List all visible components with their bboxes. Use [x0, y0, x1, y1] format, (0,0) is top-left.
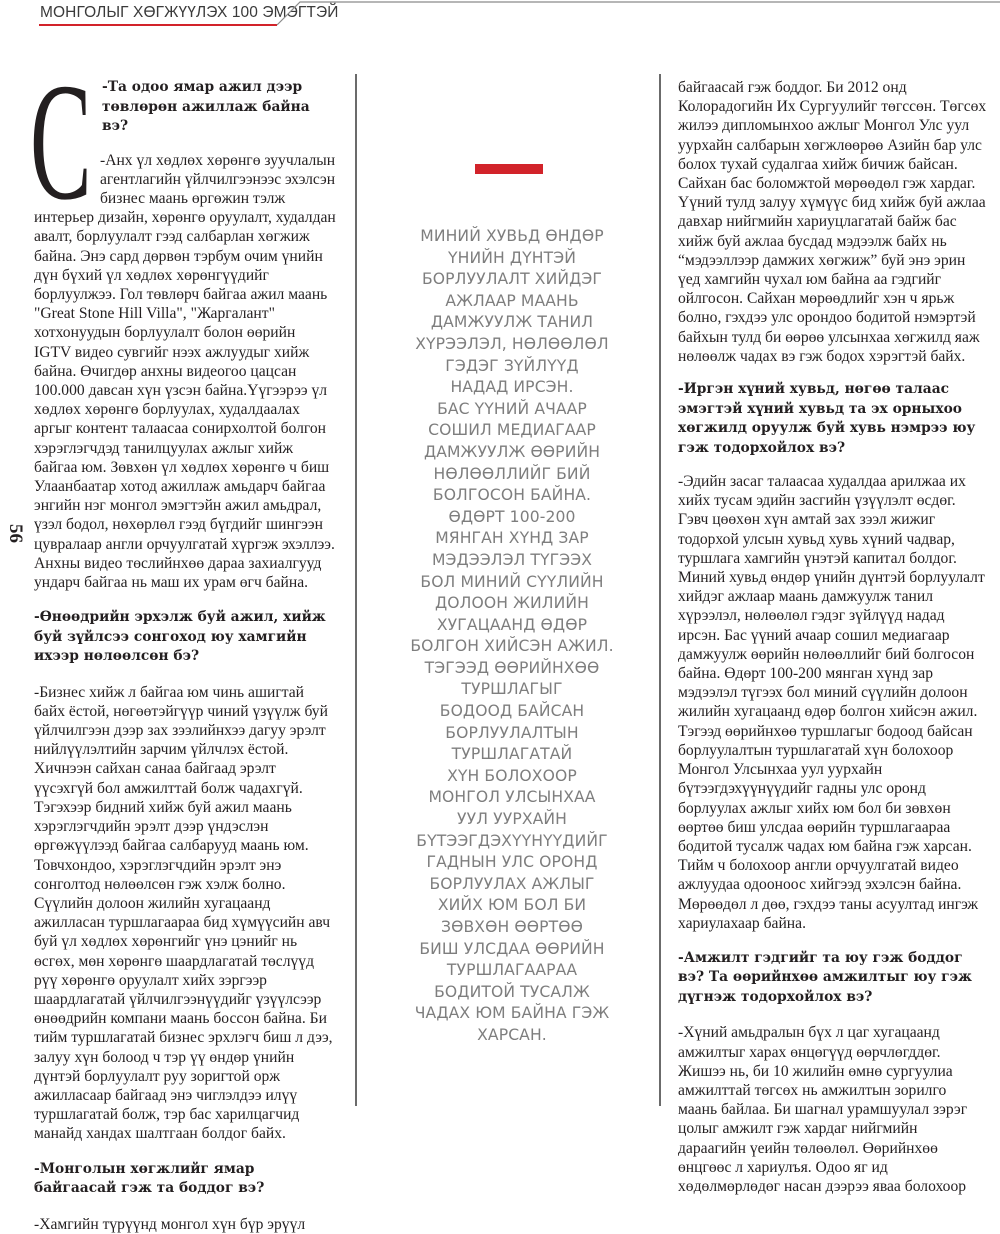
pull-quote-line: БОРЛУУЛАХ АЖЛЫГ [429, 874, 595, 893]
article-column-3 [678, 78, 988, 1196]
pull-quote-line: БОРЛУУЛАЛТ ХИЙДЭГ [421, 270, 602, 289]
interview-answer: -Хамгийн түрүүнд монгол хүн бүр эрүүл [34, 1215, 306, 1233]
pull-quote-line: УУЛ УУРХАЙН [457, 810, 567, 829]
pull-quote-line: БОДИТОЙ ТУСАЛЖ [434, 982, 590, 1001]
pull-quote-line: БОЛГОН ХИЙСЭН АЖИЛ. [410, 637, 614, 656]
interview-answer: байгаасай гэж боддог. Би 2012 онд Колорадогийн Их Сургуулийг төгссөн. Төгсөх жилээ дипломынхоо ажлыг Монгол Улс уул уурхайн салбарын хөгжлөөрөө Азийн бар улс болох тухай судалгаа хийж бичиж байсан. Сайхан бас боломжтой мөрөөдөл гэж хардаг. Үүний тулд залуу хүмүүс бид хийж буй ажлаа давхар нийгмийн хариуцлагатай байж бас хийж буй ажлаа бусдад мэдээлж байх нь “мэдээллээр дамжих хөгжиж” буй энэ эрин үед хамгийн чухал юм байна аа гэдгийг ойлгосон. Сайхан мөрөөдлийг хэн ч ярьж болно, гэхдээ улс орондоо бодитой нэмэртэй байхын тулд би өөрөө улсынхаа хөгжилд яаж нөлөөлж чадах вэ гэж бодох хэрэгтэй байх. [678, 79, 987, 365]
running-header [0, 0, 1000, 30]
pull-quote-line: МЯНГАН ХҮНД ЗАР [435, 529, 589, 548]
interview-question: -Өнөөдрийн эрхэлж буй ажил, хийж буй зүйлсээ сонгоход юу хамгийн ихээр нөлөөлсөн бэ? [34, 609, 326, 665]
pull-quote-line: НӨЛӨӨЛЛИЙГ БИЙ [433, 464, 591, 483]
column-divider [355, 74, 357, 1106]
pull-quote-line: ХҮРЭЭЛЭЛ, НӨЛӨӨЛӨЛ [415, 334, 609, 353]
column-divider [659, 74, 661, 1106]
interview-question: -Иргэн хүний хувьд, нөгөө талаас эмэгтэй хүний хувьд та эх орныхоо хөгжилд оруулж буй хувь нэмрээ юу гэж тодорхойлох вэ? [678, 381, 976, 456]
interview-answer: -Бизнес хийж л байгаа юм чинь ашигтай байх ёстой, нөгөөтэйгүүр чиний үзүүлж буй үйлчилгээн дээр зах зээлийнхээ дагуу эрэлт нийлүүлэлтийн зарчим үйлчлэх ёстой. Хичнээн сайхан санаа байгаад эрэлт үүсэхгүй бол амжилттай болж чадахгүй. Тэгэхээр бидний хийж буй ажил маань хэрэглэгчдийн эрэлт дээр үндэслэн өргөжүүлээд байгаа салбарууд маань юм. Товчхондоо, хэрэглэгчдийн эрэлт энэ сонголтод нөлөөлсөн гэж хэлж болно. Сүүлийн долоон жилийн хугацаанд ажилласан туршлагаараа бид хүмүүсийн авч буй үл хөдлөх хөрөнгийг үнэ цэнийг нь өсгөх, мөн хөрөнгө шаардлагатай төслүүд рүү хөрөнгө оруулалт хийх зэргээр шаардлагатай үйлчилгээнүүдийг үзүүлсээр өнөөдрийн компани маань боссон байна. Би тийм туршлагатай бизнес эрхлэгч биш л дээ, залуу хүн болоод ч тэр үү өндөр үнийн дүнтэй борлуулалт руу зоригтой орж ажилласаар байгаад энэ чиглэлдээ илүү туршлагатай болж, тэр бас харилцагчид манайд хандах шалтгаан болдог байх. [34, 683, 333, 1143]
header-title: МОНГОЛЫГ ХӨГЖҮҮЛЭХ 100 ЭМЭГТЭЙ [40, 4, 339, 21]
pull-quote-line: БИШ УЛСДАА ӨӨРИЙН [419, 939, 605, 958]
pull-quote-line: СОШИЛ МЕДИАГААР [428, 421, 596, 440]
pull-quote-line: ДАМЖУУЛЖ ТАНИЛ [430, 313, 594, 332]
pull-quote-line: АЖЛААР МААНЬ [445, 291, 579, 310]
pull-quote-line: ҮНИЙН ДҮНТЭЙ [448, 248, 576, 267]
pull-quote-line: ТУРШЛАГЫГ [461, 680, 563, 699]
page-number [0, 524, 26, 543]
pull-quote-line: ГАДНЫН УЛС ОРОНД [426, 853, 598, 872]
pull-quote-line: ТУРШЛАГААРАА [446, 961, 578, 980]
pull-quote-line: БОЛ МИНИЙ СҮҮЛИЙН [420, 572, 604, 591]
pullquote-accent-bar [475, 164, 543, 174]
pull-quote-line: ӨДӨРТ 100-200 [448, 507, 576, 526]
pull-quote-line: МИНИЙ ХУВЬД ӨНДӨР [420, 227, 604, 245]
header-accent-line [39, 24, 277, 26]
pull-quote-line: ХИЙХ ЮМ БОЛ БИ [437, 896, 587, 915]
header-divider-line [270, 0, 1000, 30]
pull-quote-line: НАДАД ИРСЭН. [450, 378, 574, 397]
interview-question: -Амжилт гэдгийг та юу гэж боддог вэ? Та өөрийнхөө амжилтыг юу гэж дүгнэж тодорхойлох вэ? [678, 949, 972, 1005]
drop-cap: С [30, 49, 92, 235]
interview-answer: -Хүний амьдралын бүх л цаг хугацаанд амжилтыг харах өнцөгүүд өөрчлөгддөг. Жишээ нь, би 10 жилийн өмнө сургуулиа амжилттай төгсөх нь амжилтын зорилго маань байлаа. Би шагнал урамшуулал зэрэг цолыг амжилт гэж хардаг нийгмийн дараагийн үеийн төлөөлөл. Өөрийнхөө өнцгөөс л хариулъя. Одоо яг ид хөдөлмөрлөдөг насан дээрээ яваа болохоор [678, 1024, 968, 1196]
pull-quote-line: БОДООД БАЙСАН [439, 702, 585, 721]
pull-quote-line: МЭДЭЭЛЭЛ ТҮГЭЭХ [431, 550, 593, 569]
interview-question: -Монголын хөгжлийг ямар байгаасай гэж та боддог вэ? [34, 1160, 265, 1197]
pull-quote-line: МОНГОЛ УЛСЫНХАА [428, 788, 596, 807]
pull-quote-line: БҮТЭЭГДЭХҮҮНҮҮДИЙГ [416, 831, 608, 850]
pull-quote-line: БОЛГОСОН БАЙНА. [432, 486, 592, 505]
pull-quote-line: ДАМЖУУЛЖ ӨӨРИЙН [423, 442, 601, 461]
pull-quote-line: БОРЛУУЛАЛТЫН [445, 723, 579, 742]
interview-question: -Та одоо ямар ажил дээр төвлөрөн ажиллаж байна вэ? [102, 79, 310, 134]
page-number-text: 56 [5, 524, 26, 543]
pull-quote-line: ХУГАЦААНД ӨДӨР [436, 615, 588, 634]
interview-answer: -Эдийн засаг талаасаа худалдаа арилжаа их хийх тусам эдийн засгийн үзүүлэлт өсдөг. Гэвч цөөхөн хүн амтай зах зээл жижиг тодорхой улсын хувьд хувь хүний чадвар, туршлага хамгийн үнэтэй капитал болдог. Миний хувьд өндөр үнийн дүнтэй борлуулалт хийдэг ажлаар маань дамжуулж танил хүрээлэл, нөлөөлөл гэдэг зүйлүүд надад ирсэн. Бас үүний ачаар сошил медиагаар дамжуулж өөрийн нөлөөллийг бий болгосон байна. Өдөрт 100-200 мянган хүнд зар мэдээлэл түгээх бол миний сүүлийн долоон жилийн хугацаанд өдөр болгон хийсэн ажил. Тэгээд өөрийнхөө туршлагыг бодоод байсан борлуулалтын туршлагатай хүн болохоор Монгол Улсынхаа уул уурхайн бүтээгдэхүүнүүдийг гадны улс оронд борлуулах ажлыг хийх юм бол би зөвхөн өөртөө биш улсдаа өөрийн туршлагаараа бодитой тусалж чадах юм байна гэж харсан. Тийм ч болохоор англи орчуулгатай видео ажлуудаа одооноос хийгээд эхэлсэн байна. Мөрөөдөл л дөө, гэхдээ таны асуултад ингэж хариулахаар байна. [678, 473, 985, 932]
interview-answer: -Анх үл хөдлөх хөрөнгө зуучлалын агентлагийн үйлчилгээнээс эхэлсэн бизнес маань өргөжин тэлж интерьер дизайн, хөрөнгө оруулалт, худалдан авалт, борлуулалт гээд салбарлан хөгжиж байна. Энэ сард дөрвөн тэрбум очим үнийн дүн бүхий үл хөдлөх хөрөнгүүдийг борлуулжээ. Гол төвлөрч байгаа ажил маань "Great Stone Hill Villa", "Жаргалант" хотхонуудын борлуулалт болон өөрийн IGTV видео сувгийг нээх ажлуудыг хийж байна. Өчигдөр анхны видеогоо цацсан 100.000 давсан хүн үзсэн байна.Үүгээрээ үл хөдлөх хөрөнгө борлуулах, худалдаалах аргыг контент талаасаа сонирхолтой болгон хэрэглэгчдэд танилцуулах ажлыг хийж байгаа юм. Зөвхөн үл хөдлөх хөрөнгө ч биш Улаанбаатар хотод ажиллаж амьдарч байгаа энгийн нэг монгол эмэгтэйн ажил амьдрал, үзэл бодол, нөхөрлөл гээд бүгдийг шингээн цувралаар англи орчуулгатай хүргэж эхэллээ. Анхны видео төслийнхөө дараа захиалгууд ундарч байгаа нь маш их урам өгч байна. [34, 151, 336, 591]
pull-quote-line: ЗӨВХӨН ӨӨРТӨӨ [441, 918, 583, 936]
pull-quote-line: ЧАДАХ ЮМ БАЙНА ГЭЖ [414, 1004, 610, 1023]
pull-quote [392, 226, 632, 1047]
article-column-1 [30, 49, 336, 1234]
pull-quote-line: ХАРСАН. [477, 1025, 547, 1044]
pull-quote-line: БАС ҮҮНИЙ АЧААР [437, 399, 587, 418]
pull-quote-line: ТЭГЭЭД ӨӨРИЙНХӨӨ [424, 658, 600, 677]
pull-quote-line: ДОЛООН ЖИЛИЙН [435, 594, 589, 613]
pull-quote-line: ХҮН БОЛОХООР [447, 766, 577, 785]
pull-quote-line: ГЭДЭГ ЗҮЙЛҮҮД [445, 356, 579, 375]
pull-quote-line: ТУРШЛАГАТАЙ [451, 745, 573, 764]
